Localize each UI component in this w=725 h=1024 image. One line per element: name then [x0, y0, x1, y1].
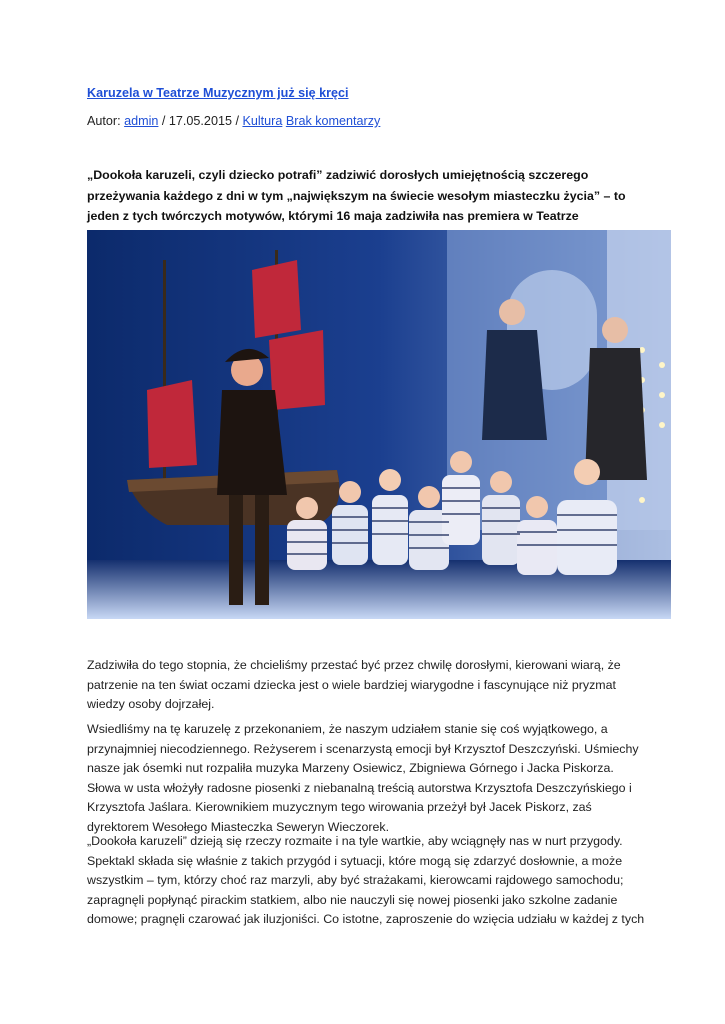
paragraph-text: Wsiedliśmy na tę karuzelę z przekonaniem, że naszym udziałem stanie się coś wyjątkowego, a przynajmniej niecodziennego. Reżyserem i scenarzystą emocji był Krzysztof Deszczyński. Uśmiechy nasze jak ósemki nut rozpaliła muzyka Marzeny Osiewicz, Zbigniewa Górnego i Jacka Piskorza. Słowa w usta włożyły radosne piosenki z niebanalną treścią autorstwa Krzysztofa Deszczyńskiego i Krzysztofa Jaślara. Kierownikiem muzycznym tego wirowania przeżył był Jacek Piskorz, zaś dyrektorem Wesołego Miasteczka Seweryn Wieczorek.	[87, 722, 639, 834]
meta-separator: /	[231, 114, 243, 128]
paragraph-3	[87, 832, 647, 930]
article-lead: „Dookoła karuzeli, czyli dziecko potrafi” zadziwić dorosłych umiejętnością szczerego przeżywania każdego z dni w tym „największym na świecie wesołym miasteczku życia” – to jeden z tych twórczych motywów, którymi 16 maja zadziwiła nas premiera w Teatrze	[87, 168, 626, 223]
paragraph-text: Zadziwiła do tego stopnia, że chcieliśmy przestać być przez chwilę dorosłymi, kierowani wiarą, że patrzenie na ten świat oczami dziecka jest o wiele bardziej wiarygodne i fascynujące niż pryzmat wiedzy osoby dojrzałej.	[87, 658, 621, 711]
article-title-link[interactable]: Karuzela w Teatrze Muzycznym już się kręci	[87, 86, 349, 100]
article-meta	[87, 114, 380, 128]
meta-separator: /	[158, 114, 169, 128]
paragraph-1	[87, 656, 647, 715]
stage-photo	[87, 230, 671, 619]
author-prefix: Autor:	[87, 114, 125, 128]
paragraph-text: „Dookoła karuzeli” dzieją się rzeczy rozmaite i na tyle wartkie, aby wciągnęły nas w nurt przygody. Spektakl składa się właśnie z takich przygód i sytuacji, które mogą się zdarzyć dosłownie, a może wszystkim – tym, którzy choć raz marzyli, aby być strażakami, kierowcami rajdowego samochodu; zapragnęli popłynąć pirackim statkiem, albo nie nauczyli się nowej piosenki jako szkolne zadanie domowe; pragnęli czarować jak iluzjoniści. Co istotne, zaproszenie do wzięcia udziału w każdej z tych	[87, 834, 645, 926]
author-link[interactable]: admin	[124, 114, 159, 128]
article-date: 17.05.2015	[168, 114, 232, 128]
comments-link[interactable]: Brak komentarzy	[285, 114, 381, 128]
category-link[interactable]: Kultura	[242, 114, 283, 128]
paragraph-2	[87, 720, 647, 837]
